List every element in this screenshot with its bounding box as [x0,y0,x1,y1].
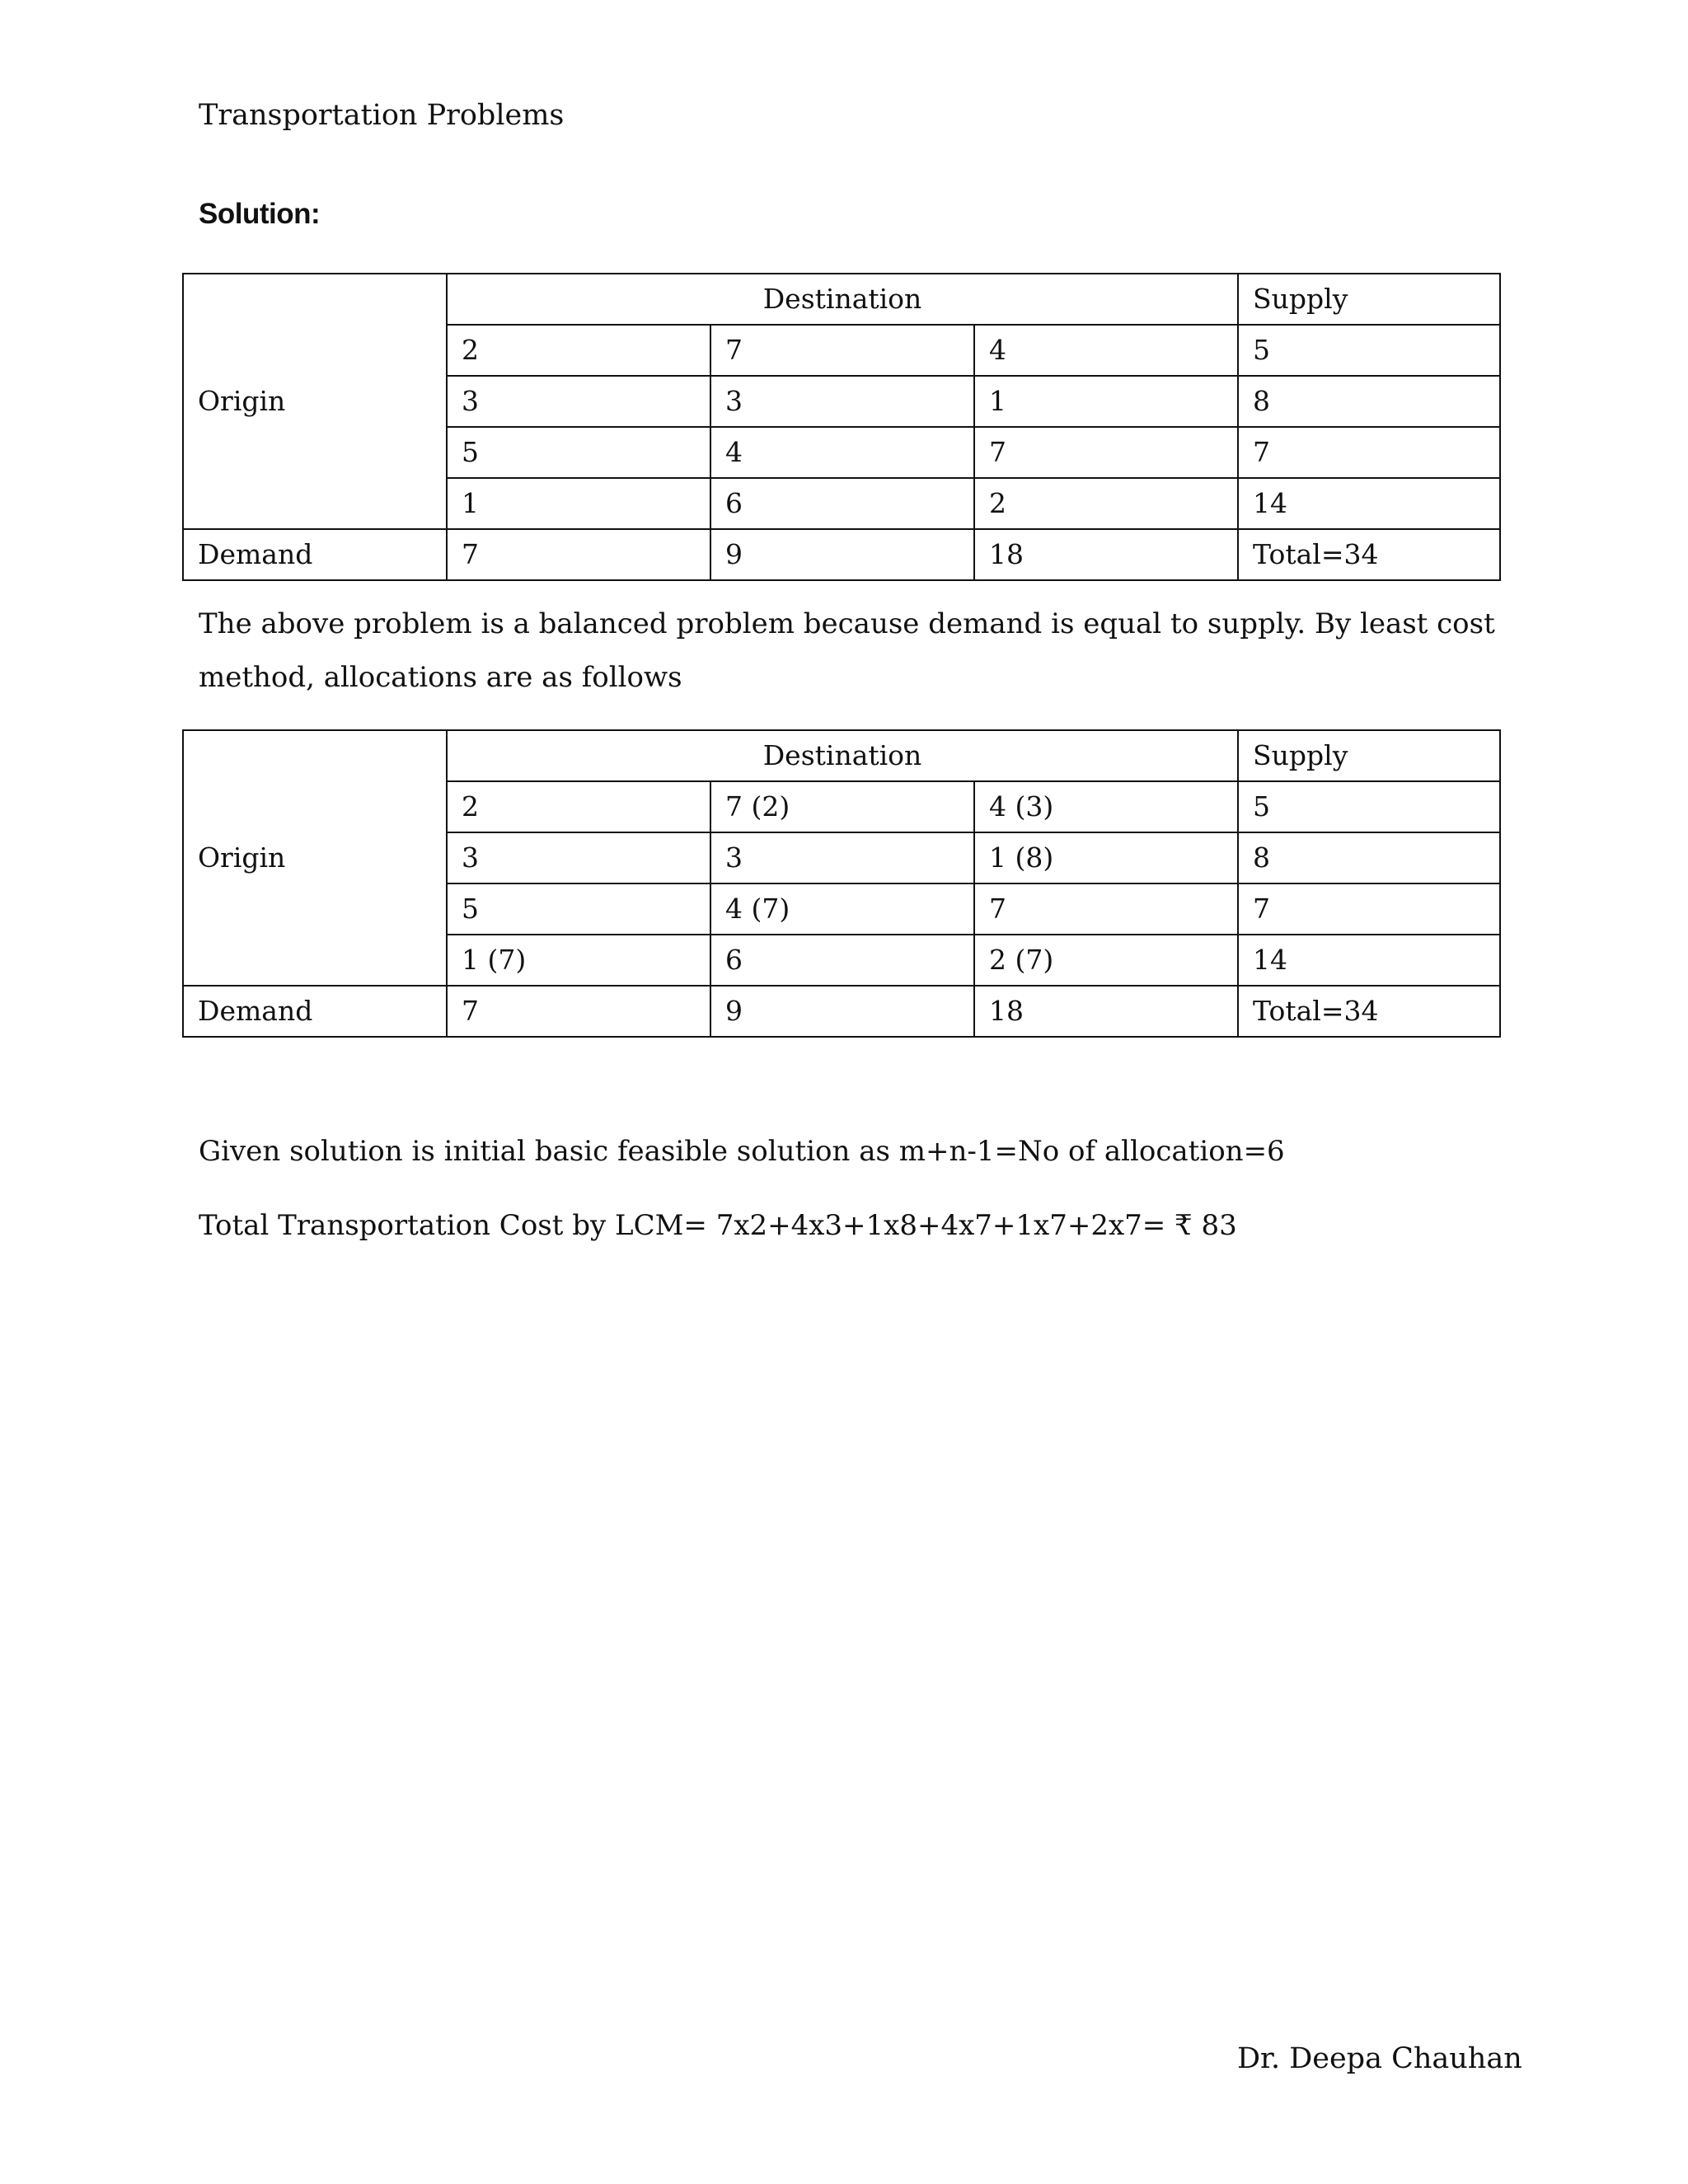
author-name: Dr. Deepa Chauhan [1237,2042,1522,2075]
supply-cell: 5 [1238,781,1500,832]
table-cell: 5 [447,427,710,478]
table-cell: 7 [710,325,974,376]
supply-label: Supply [1238,274,1500,325]
table-cell: 1 (8) [974,832,1238,883]
table-cell: 2 [447,325,710,376]
destination-label: Destination [447,274,1238,325]
table-cell: 2 [974,478,1238,529]
demand-label: Demand [183,986,447,1037]
table-cell: 4 [974,325,1238,376]
table-cell: 1 [447,478,710,529]
demand-cell: 7 [447,986,710,1037]
table-cell: 4 (7) [710,883,974,935]
table-cell: 7 [974,883,1238,935]
total-cost-statement: Total Transportation Cost by LCM= 7x2+4x3+1x8+4x7+1x7+2x7= ₹ 83 [199,1209,1237,1242]
demand-cell: 9 [710,986,974,1037]
supply-cell: 7 [1238,427,1500,478]
table-header-row [183,274,1500,325]
table-cell: 3 [447,376,710,427]
cost-table [182,273,1501,581]
supply-cell: 5 [1238,325,1500,376]
demand-cell: 18 [974,986,1238,1037]
table-cell: 6 [710,935,974,986]
supply-label: Supply [1238,730,1500,781]
table-cell: 7 [974,427,1238,478]
table-cell: 7 (2) [710,781,974,832]
table-cell: 4 (3) [974,781,1238,832]
demand-cell: 7 [447,529,710,580]
table-cell: 4 [710,427,974,478]
table-header-row [183,730,1500,781]
supply-cell: 8 [1238,376,1500,427]
page-header: Transportation Problems [199,99,565,132]
supply-cell: 8 [1238,832,1500,883]
origin-label: Origin [183,730,447,986]
table-cell: 6 [710,478,974,529]
table-cell: 1 [974,376,1238,427]
demand-row [183,529,1500,580]
demand-cell: 9 [710,529,974,580]
supply-cell: 14 [1238,478,1500,529]
allocation-table [182,729,1501,1038]
demand-row [183,986,1500,1037]
balanced-explanation: The above problem is a balanced problem because demand is equal to supply. By least cost method, allocations are as follows [199,607,1495,694]
table-cell: 2 (7) [974,935,1238,986]
destination-label: Destination [447,730,1238,781]
table-cell: 5 [447,883,710,935]
table-cell: 3 [710,376,974,427]
origin-label: Origin [183,274,447,529]
demand-label: Demand [183,529,447,580]
total-cell: Total=34 [1238,529,1500,580]
basic-feasible-statement: Given solution is initial basic feasible solution as m+n-1=No of allocation=6 [199,1135,1285,1168]
table-cell: 3 [447,832,710,883]
demand-cell: 18 [974,529,1238,580]
table-cell: 1 (7) [447,935,710,986]
total-cell: Total=34 [1238,986,1500,1037]
table-cell: 2 [447,781,710,832]
supply-cell: 14 [1238,935,1500,986]
table-cell: 3 [710,832,974,883]
supply-cell: 7 [1238,883,1500,935]
solution-heading: Solution: [199,198,321,230]
